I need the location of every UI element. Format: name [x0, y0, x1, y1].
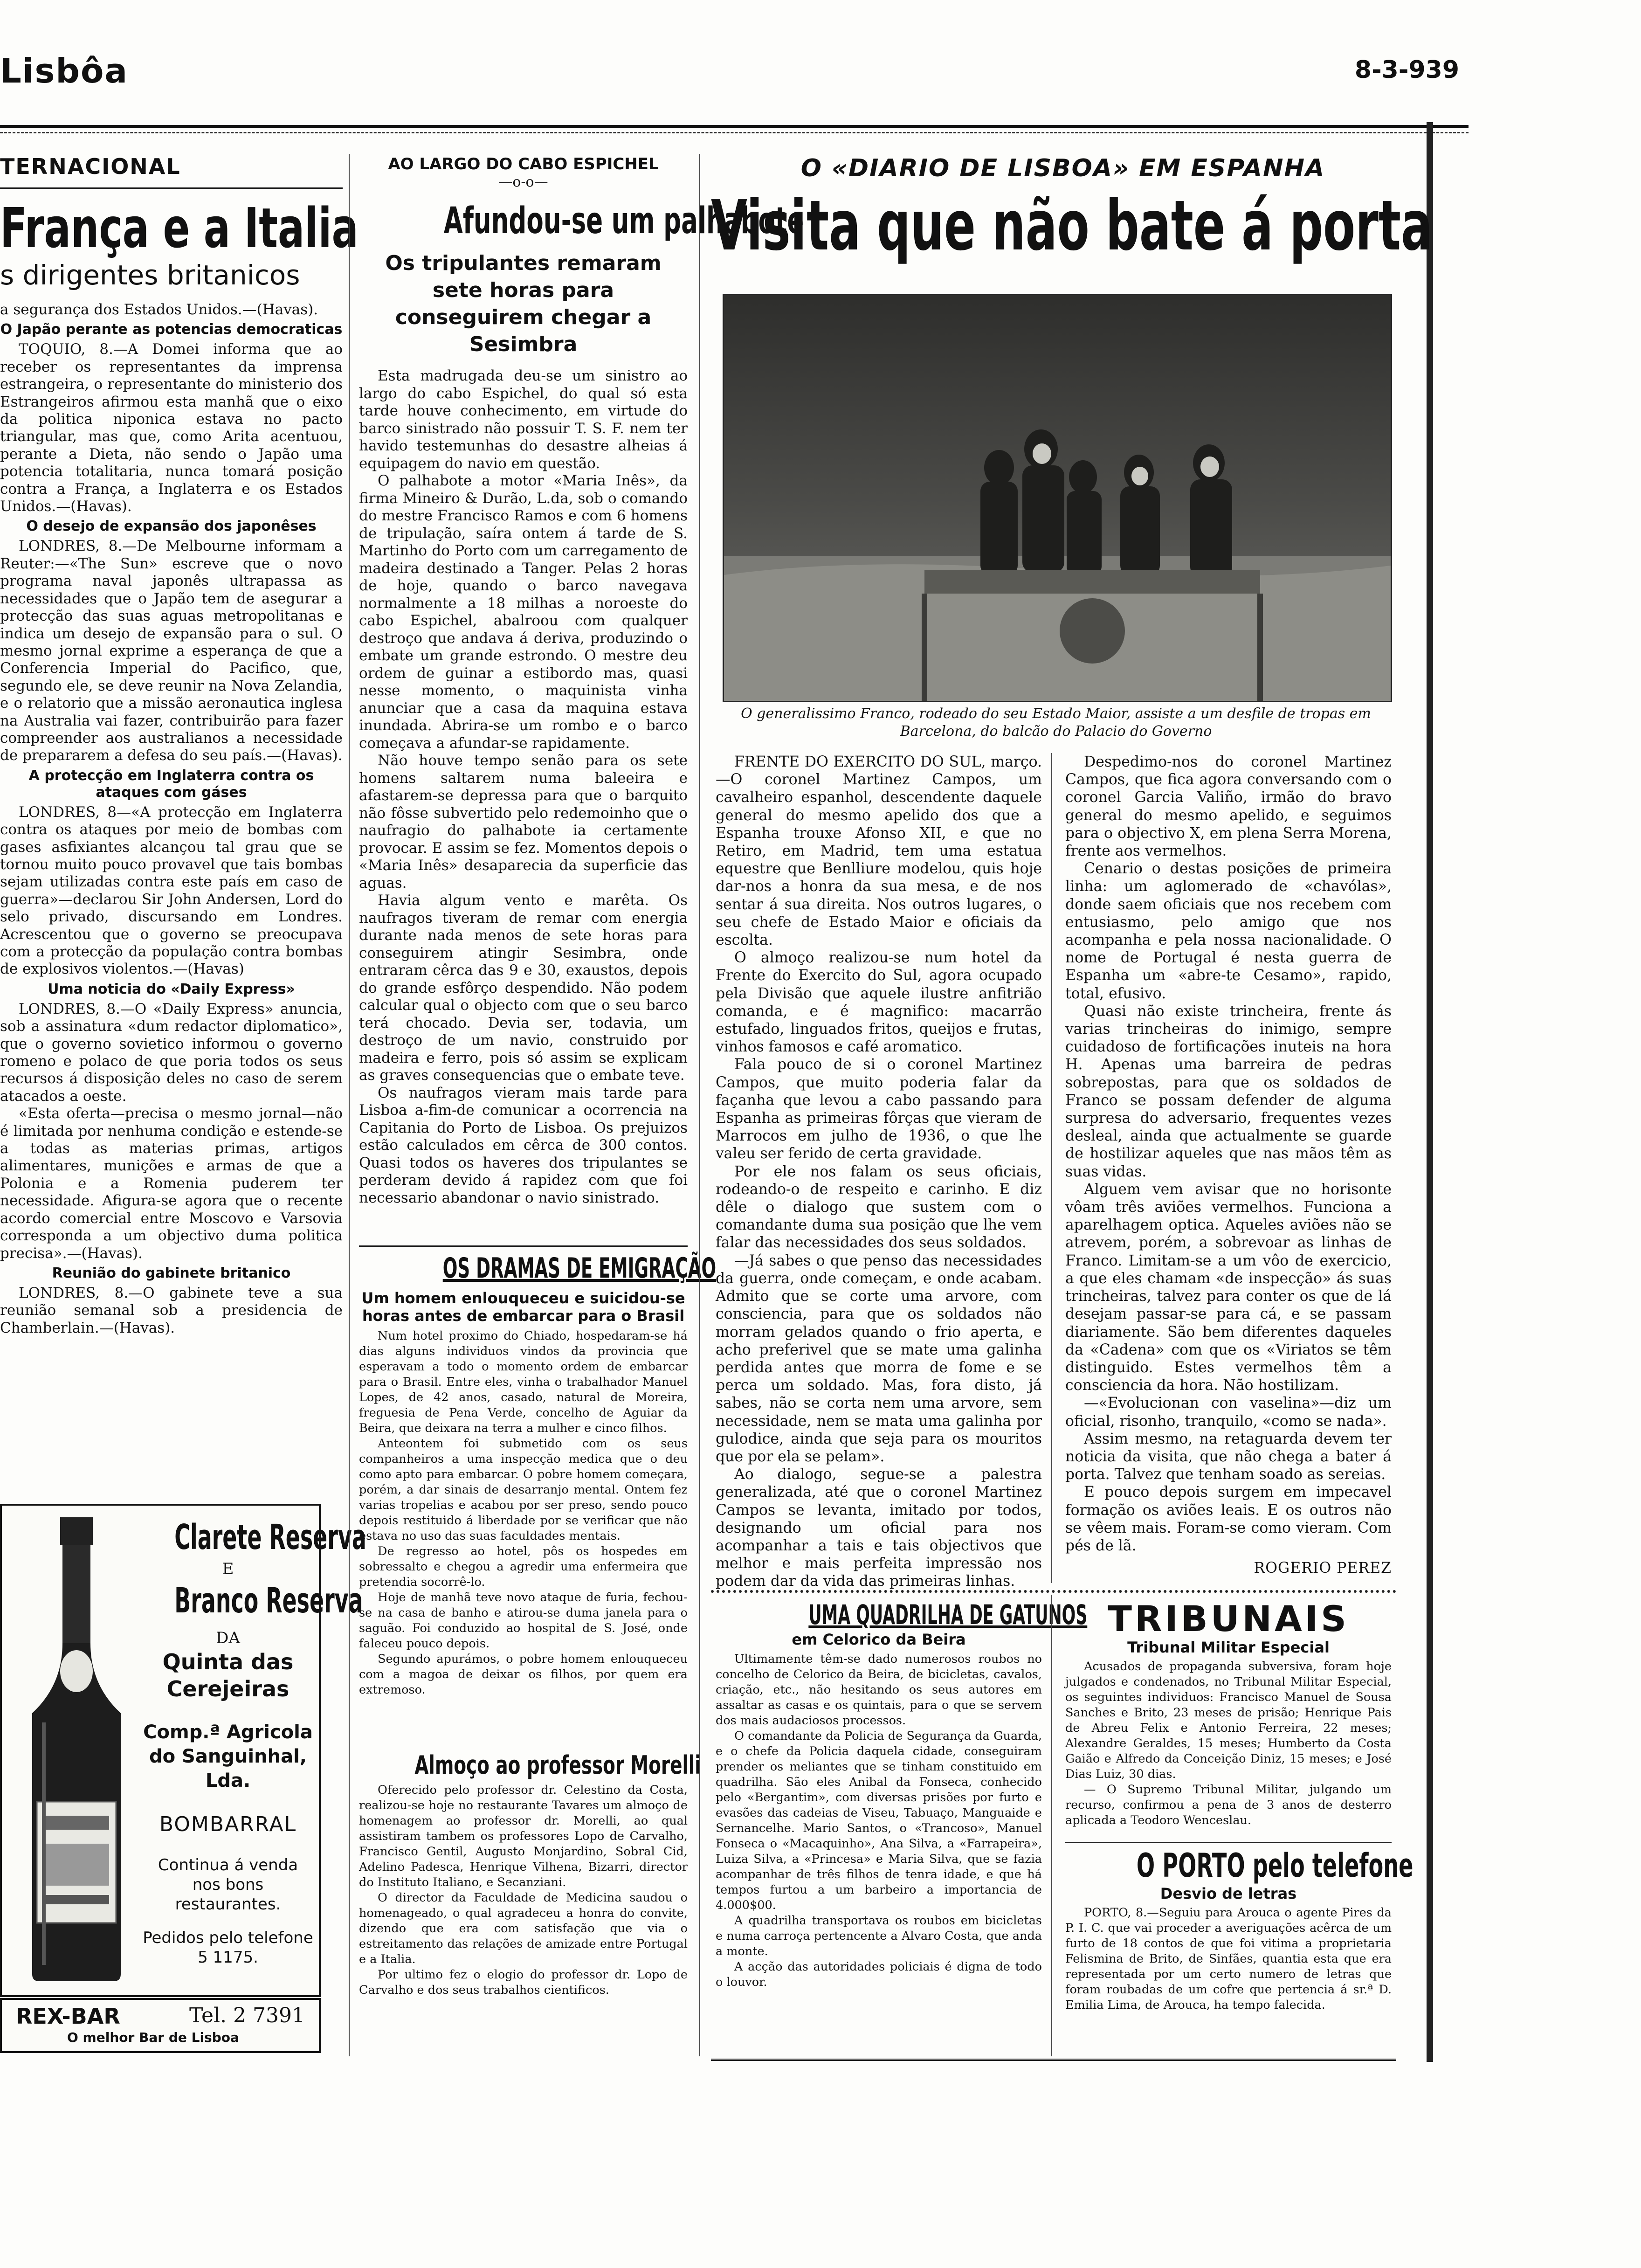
- photo-image: [724, 295, 1391, 701]
- masthead-date: 8-3-939: [1354, 56, 1459, 84]
- paragraph: O director da Faculdade de Medicina saudou o homenageado, o qual agradeceu a honra do convite, dizendo que era com satisfação que via o estreitamento das relações de amizade entre Portugal e a Italia.: [359, 1891, 688, 1966]
- rex-bar-advertisement: [0, 1998, 321, 2053]
- wine-title-1: Clarete Reserva: [174, 1517, 366, 1557]
- photo-caption: O generalissimo Franco, rodeado do seu Estado Maior, assiste a um desfile de tropas em Barcelona, do balcão do Palacio do Governo: [741, 705, 1371, 740]
- subheading: O desejo de expansão dos japonêses: [26, 518, 317, 535]
- headline: [711, 186, 1433, 266]
- deck: Os tripulantes remaram sete horas para conseguirem chegar a Sesimbra: [385, 251, 662, 356]
- deck: Um homem enlouqueceu e suicidou-se horas antes de embarcar para o Brasil: [361, 1289, 685, 1325]
- byline: ROGERIO PEREZ: [1254, 1560, 1392, 1577]
- wine-bottle-illustration: [16, 1517, 137, 1984]
- paragraph: Quasi não existe trincheira, frente ás varias trincheiras do inimigo, sempre cuidadoso de fortificações inuteis na hora H. Apenas uma barreira de pedras sobrepostas, para que os soldados de Franco se possam defender de alguma surpresa do adversario, frequentes vezes desleal, ainda que actualmente se guarde de hostilizar aqueles que nas mãos têm as suas vidas.: [1065, 1003, 1392, 1180]
- headline: [0, 196, 359, 260]
- bottom-rule: [711, 2059, 1396, 2061]
- paragraph: O almoço realizou-se num hotel da Frente do Exercito do Sul, agora ocupado pela Divisão que aquele ilustre anfitrião comanda, e é magnifico: macarrão estufado, linguados fritos, queijos e frutas, vinhos famosos e café aromatico.: [716, 949, 1042, 1056]
- paragraph: LONDRES, 8.—O «Daily Express» anuncia, sob a assinatura «dum redactor diplomatico», que o governo sovietico informou o governo romeno e polaco de que poria todos os seus recursos á disposição deles no caso de serem atacados a oeste.: [0, 1000, 343, 1105]
- column-divider: [1051, 753, 1052, 1583]
- headline: [1065, 1846, 1413, 1885]
- headline: [359, 1252, 717, 1285]
- headline-text: Visita que não bate á porta: [711, 186, 1433, 266]
- paragraph: O palhabote a motor «Maria Inês», da firma Mineiro & Durão, L.da, sob o comando do mestre Francisco Ramos e com 6 homens de tripulação, saíra ontem á tarde de S. Martinho do Porto com um carregamento de madeira destinado a Tanger. Pelas 2 horas de hoje, quando o barco navegava normalmente a 18 milhas a noroeste do cabo Espichel, abalroou com qualquer destroço que andava á deriva, produzindo o embate um grande estrondo. O mestre deu ordem de guinar a estibordo mas, quasi nesse momento, o maquinista vinha anunciar que a casa da maquina estava inundada. Abrira-se um rombo e o barco começava a afundar-se rapidamente.: [359, 472, 688, 752]
- bar-slogan: O melhor Bar de Lisboa: [67, 2030, 239, 2045]
- subheading: Reunião do gabinete britanico: [52, 1265, 291, 1281]
- headline: [359, 1750, 701, 1780]
- paragraph: Despedimo-nos do coronel Martinez Campos, que fica agora conversando com o coronel Garcia Valiño, irmão do bravo general do mesmo apelido, e seguimos para o objectivo X, em plena Serra Morena, frente aos vermelhos.: [1065, 754, 1392, 860]
- masthead-rule: [0, 125, 1469, 128]
- paragraph: Alguem vem avisar que no horisonte vôam três aviões vermelhos. Funciona a aparelhagem optica. Aqueles aviões não se atrevem, porém, a sobrevoar as linhas de Franco. Limitam-se a um vôo de exercicio, a que eles chamam «de inspecção» ás suas trincheiras, talvez para conter os que de lá desejam passar-se para cá, e se passam diariamente. São bem diferentes daqueles da «Cadena» com que os «Viriatos se têm distinguido. Estes vermelhos têm a consciencia da hora. Não hostilizam.: [1065, 1181, 1392, 1394]
- ornament: —o-o—: [498, 174, 548, 190]
- headline-text: Afundou-se um palhabote: [443, 200, 804, 242]
- paragraph: De regresso ao hotel, pôs os hospedes em sobressalto e chegou a agredir uma enfermeira que pretendia socorrê-lo.: [359, 1544, 688, 1589]
- article-body: [716, 1652, 1042, 1990]
- paragraph: PORTO, 8.—Seguiu para Arouca o agente Pires da P. I. C. que vai proceder a averiguações acêrca de um furto de 18 contos de que foi vitima a proprietaria Felismina de Brito, de Sinfães, quantia esta que era representada por um certo numero de letras que foram roubadas de um cofre que pertencia á sr.ª D. Emilia Lima, de Arouca, ha tempo falecida.: [1065, 1906, 1392, 2012]
- headline: [359, 200, 804, 242]
- article-body-column-a: [716, 753, 1042, 1590]
- divider: [0, 187, 343, 189]
- paragraph: Acusados de propaganda subversiva, foram hoje julgados e condenados, no Tribunal Militar Especial, os seguintes individuos: Francisco Manuel de Sousa Sanches e Brito, 23 meses de prisão; Henrique Pais de Abreu Felix e Antonio Ferreira, 22 meses; Alexandre Geraldes, 15 meses; Humberto da Costa Gaião e Alfredo da Conceição Diniz, 15 meses; e José Dias Luiz, 30 dias.: [1065, 1660, 1392, 1781]
- paragraph: Não houve tempo senão para os sete homens saltarem numa baleeira e afastarem-se depressa para que o barquito não fôsse subvertido pelo redemoinho que o naufragio do palhabote ia certamente provocar. E assim se fez. Momentos depois o «Maria Inês» desaparecia da superficie das aguas.: [359, 752, 688, 892]
- wine-title-2: Branco Reserva: [174, 1581, 363, 1621]
- section-tribunais: [1065, 1599, 1392, 1828]
- wine-da: DA: [216, 1629, 240, 1647]
- deck: em Celorico da Beira: [792, 1631, 966, 1648]
- headline-text: UMA QUADRILHA DE GATUNOS: [808, 1599, 1088, 1631]
- column-divider: [1051, 1595, 1052, 2056]
- column-divider: [349, 154, 350, 2056]
- wine-orders: Pedidos pelo telefone 5 1175.: [143, 1929, 313, 1967]
- section-porto: [1065, 1846, 1413, 2013]
- article-body: [0, 301, 343, 1337]
- paragraph: «Esta oferta—precisa o mesmo jornal—não é limitada por nenhuma condição e estende-se a todas as materias primas, artigos alimentares, munições e armas de que a Polonia e a Romenia puderem ter necessidade. Afigura-se agora que o recente acordo comercial entre Moscovo e Varsovia corresponda a um objectivo duma politica precisa».—(Havas).: [0, 1105, 343, 1262]
- bar-name: REX-BAR: [16, 2004, 120, 2029]
- paragraph: Havia algum vento e marêta. Os naufragos tiveram de remar com energia durante nada menos de sete horas para conseguirem atingir Sesimbra, onde entraram cêrca das 9 e 30, exaustos, depois do grande esfôrço despendido. Não podem calcular qual o objecto com que o seu barco terá chocado. Devia ser, todavia, um destroço de um navio, construido por madeira e ferro, pois só assim se explicam as graves consequencias que o embate teve.: [359, 892, 688, 1084]
- photo-franco-balcony: [723, 294, 1392, 702]
- paragraph: Por ultimo fez o elogio do professor dr. Lopo de Carvalho e dos seus trabalhos cientificos.: [359, 1968, 688, 1997]
- section-label: TERNACIONAL: [0, 154, 181, 179]
- paragraph: a segurança dos Estados Unidos.—(Havas).: [0, 301, 318, 318]
- headline-text: França e a Italia: [0, 196, 359, 260]
- article-body-column-b: [1065, 753, 1392, 1577]
- article-body: [359, 367, 688, 1207]
- section-espanha: [711, 154, 1433, 266]
- divider: [1065, 1842, 1392, 1843]
- article-body: [359, 1783, 688, 1998]
- section-internacional: [0, 154, 359, 1337]
- paragraph: Por ele nos falam os seus oficiais, rodeando-o de respeito e carinho. E diz dêle o dialogo que sustem com o comandante duma sua posição que lhe vem falar das necessidades dos seus soldados.: [716, 1163, 1042, 1252]
- paragraph: LONDRES, 8.—De Melbourne informam a Reuter:—«The Sun» escreve que o novo programa naval japonês ultrapassa as necessidades que o Japão tem de asegurar a protecção das suas aguas metropolitanas e indica um desejo de expansão para o sul. O mesmo jornal exprime a esperança de que a Conferencia Imperial do Pacifico, que, segundo ele, se deve reunir na Nova Zelandia, e o relatorio que a missão aeronautica inglesa na Australia vai fazer, contribuirão para fazer compreender aos australianos a necessidade de prepararem a defesa do seu país.—(Havas).: [0, 538, 343, 764]
- paragraph: Segundo apurámos, o pobre homem enlouqueceu com a magoa de deixar os filhos, por quem era extremoso.: [359, 1652, 688, 1697]
- section-morelli: [359, 1750, 701, 1998]
- paragraph: TOQUIO, 8.—A Domei informa que ao receber os representantes da imprensa estrangeira, o representante do ministerio dos Estrangeiros afirmou esta manhã que o eixo da politica niponica estava no pacto triangular, mas que, como Arita acentuou, perante a Dieta, não sendo o Japão uma potencia totalitaria, nunca tomará posição contra a França, a Inglaterra e os Estados Unidos.—(Havas).: [0, 341, 343, 515]
- bar-telephone: Tel. 2 7391: [189, 2004, 305, 2027]
- wine-sale: Continua á venda nos bons restaurantes.: [158, 1856, 298, 1914]
- paragraph: — O Supremo Tribunal Militar, julgando um recurso, confirmou a pena de 3 anos de desterro aplicada a Teodoro Wenceslau.: [1065, 1783, 1392, 1827]
- article-body: [1065, 1659, 1392, 1828]
- paragraph: Os naufragos vieram mais tarde para Lisboa a-fim-de comunicar a ocorrencia na Capitania do Porto de Lisboa. Os prejuizos estão calculados em cêrca de 300 contos. Quasi todos os haveres dos tripulantes se perderam devido á rapidez com que foi necessario abandonar o navio sinistrado.: [359, 1084, 688, 1206]
- article-body: [359, 1328, 688, 1698]
- article-body: [1065, 1905, 1392, 2013]
- column-divider: [699, 154, 700, 2056]
- subheading: A protecção em Inglaterra contra os ataques com gáses: [28, 767, 314, 801]
- masthead-title: Lisbôa: [0, 51, 129, 90]
- headline: [716, 1599, 1088, 1631]
- paragraph: Anteontem foi submetido com os seus companheiros a uma inspecção medica que o deu como apto para embarcar. O pobre homem começara, porém, a dar sinais de desarranjo mental. Ontem fez varias tropelias e acabou por ser preso, sendo pouco depois restituido á liberdade por se verificar que não estava no uso das suas faculdades mentais.: [359, 1437, 688, 1543]
- paragraph: LONDRES, 8.—O gabinete teve a sua reunião semanal sob a presidencia de Chamberlain.—(Havas).: [0, 1284, 343, 1336]
- kicker: O «DIARIO DE LISBOA» EM ESPANHA: [800, 154, 1325, 182]
- paragraph: Esta madrugada deu-se um sinistro ao largo do cabo Espichel, do qual só esta tarde houve conhecimento, em virtude do barco sinistrado não possuir T. S. F. nem ter havido testemunhas do desastre alheias á equipagem do navio em questão.: [359, 367, 688, 472]
- section-emigracao: [359, 1252, 717, 1698]
- paragraph: Ultimamente têm-se dado numerosos roubos no concelho de Celorico da Beira, de bicicletas, cavalos, criação, etc., não hesitando os seus autores em assaltar as casas e os quintais, para o que se servem dos mais audaciosos processos.: [716, 1652, 1042, 1728]
- wine-e: E: [222, 1560, 234, 1578]
- kicker: AO LARGO DO CABO ESPICHEL: [388, 155, 659, 173]
- paragraph: Cenario o destas posições de primeira linha: um aglomerado de «chavólas», donde saem oficiais que nos recebem com entusiasmo, pelo amigo que nos acompanha e pela nossa nacionalidade. O nome de Portugal é nesta guerra de Espanha um «abre-te Cesamo», rapido, total, efusivo.: [1065, 860, 1392, 1002]
- paragraph: A quadrilha transportava os roubos em bicicletas e numa carroça pertencente a Alvaro Costa, que anda a monte.: [716, 1914, 1042, 1958]
- wine-place: BOMBARRAL: [159, 1812, 297, 1836]
- paragraph: Num hotel proximo do Chiado, hospedaram-se há dias alguns individuos vindos da provincia que esperavam a todo o momento ordem de embarcar para o Brasil. Entre eles, vinha o trabalhador Manuel Lopes, de 42 anos, casado, natural de Moreira, freguesia de Pena Verde, concelho de Aguiar da Beira, que deixara na terra a mulher e cinco filhos.: [359, 1329, 688, 1435]
- headline-text: Almoço ao professor Morelli: [414, 1750, 701, 1780]
- paragraph: Fala pouco de si o coronel Martinez Campos, que muito poderia falar da façanha que levou a cabo passando para Espanha as primeiras fôrças que vieram de Marrocos em julho de 1936, o que lhe valeu ser ferido de certa gravidade.: [716, 1056, 1042, 1162]
- subheading: O Japão perante as potencias democraticas: [0, 321, 343, 338]
- paragraph: A acção das autoridades policiais é digna de todo o louvor.: [716, 1960, 1042, 1989]
- paragraph: O comandante da Policia de Segurança da Guarda, e o chefe da Policia daquela cidade, conseguiram prender os meliantes que se tinham constituido em quadrilha. São eles Anibal da Fonseca, conhecido pelo «Bergantim», com diversas prisões por furto e evasões das cadeias de Viseu, Tabuaço, Manguaide e Sernancelhe. Mario Santos, o «Trancoso», Manuel Fonseca o «Macaquinho», Ana Silva, a «Farrapeira», Luiza Silva, a «Princesa» e Maria Silva, que se fazia acompanhar de três filhos de tenra idade, e que há tempos furtou a um barbeiro a importancia de 4.000$00.: [716, 1729, 1042, 1912]
- paragraph: E pouco depois surgem em impecavel formação os aviões leais. E os outros não se vêem mais. Foram-se como vieram. Com pés de lã.: [1065, 1484, 1392, 1554]
- paragraph: Assim mesmo, na retaguarda devem ter noticia da visita, que não chega a bater á porta. Talvez que tenham soado as sereias.: [1065, 1430, 1392, 1483]
- section-espichel: [359, 154, 804, 1207]
- paragraph: FRENTE DO EXERCITO DO SUL, março.—O coronel Martinez Campos, um cavalheiro espanhol, descendente daquele general do mesmo apelido dos que a Espanha trouxe Afonso XII, e que no Retiro, em Madrid, tem uma estatua equestre que Benlliure modelou, quis hoje dar-nos a honra da sua mesa, e de nos sentar á sua direita. Nos outros lugares, o seu chefe de Estado Maior e oficiais da escolta.: [716, 754, 1042, 949]
- subheadline: s dirigentes britanicos: [0, 259, 300, 291]
- masthead-dashed-rule: [0, 132, 1469, 133]
- headline: TRIBUNAIS: [1108, 1598, 1349, 1639]
- paragraph: —Já sabes o que penso das necessidades da guerra, onde começam, e onde acabam. Admito que se corte uma arvore, com consciencia, para que os soldados não morram gelados quando o frio aperta, e acho preferivel que se mate uma galinha perdida antes que morra de fome e se perca um soldado. Mas, fora disto, já sabes, não se corta nem uma arvore, sem necessidade, nem se mata uma galinha por gulodice, ainda que seja para os mouritos que por ela se pelam».: [716, 1252, 1042, 1465]
- paragraph: LONDRES, 8—«A protecção em Inglaterra contra os ataques por meio de bombas com gases asfixiantes alcançou tal grau que se tornou muito pouco provavel que tais bombas sejam utilizadas contra este país em caso de guerra»—declarou Sir John Andersen, Lord do selo privado, discursando em Londres. Acrescentou que o governo se preocupava com a protecção da população contra bombas de explosivos violentos.—(Havas): [0, 803, 343, 978]
- deck: Desvio de letras: [1160, 1885, 1297, 1902]
- section-divider: [711, 1590, 1396, 1593]
- wine-company: Comp.ª Agricola do Sanguinhal, Lda.: [143, 1722, 313, 1791]
- paragraph: Oferecido pelo professor dr. Celestino da Costa, realizou-se hoje no restaurante Tavares um almoço de homenagem ao professor dr. Morelli, ao qual assistiram tambem os professores Lopo de Carvalho, Francisco Gentil, Augusto Monjardino, Sobral Cid, Adelino Padesca, Henrique Vilhena, Bizarri, director do Instituto Italiano, e Secanziani.: [359, 1783, 688, 1889]
- paragraph: Ao dialogo, segue-se a palestra generalizada, até que o coronel Martinez Campos se levanta, imitado por todos, designando um oficial para nos acompanhar a tais e tais objectivos que melhor e mais perfeita impressão nos podem dar da vida das primeiras linhas.: [716, 1466, 1042, 1590]
- page-edge-bar: [1427, 122, 1475, 2062]
- deck: Tribunal Militar Especial: [1127, 1639, 1330, 1656]
- paragraph: Hoje de manhã teve novo ataque de furia, fechou-se na casa de banho e atirou-se duma janela para o saguão. Foi conduzido ao hospital de S. José, onde faleceu pouco depois.: [359, 1590, 688, 1651]
- subheading: Uma noticia do «Daily Express»: [48, 981, 295, 997]
- paragraph: —«Evolucionan con vaselina»—diz um oficial, risonho, tranquilo, «como se nada».: [1065, 1395, 1392, 1430]
- wine-advertisement: [0, 1504, 366, 1997]
- wine-quinta: Quinta das Cerejeiras: [162, 1649, 294, 1701]
- headline-text: OS DRAMAS DE EMIGRAÇÃO: [442, 1252, 717, 1285]
- divider: [359, 1245, 688, 1247]
- headline-text: O PORTO pelo telefone: [1136, 1846, 1413, 1885]
- section-gatunos: [716, 1599, 1088, 1990]
- wine-ad-text: [142, 1515, 366, 1967]
